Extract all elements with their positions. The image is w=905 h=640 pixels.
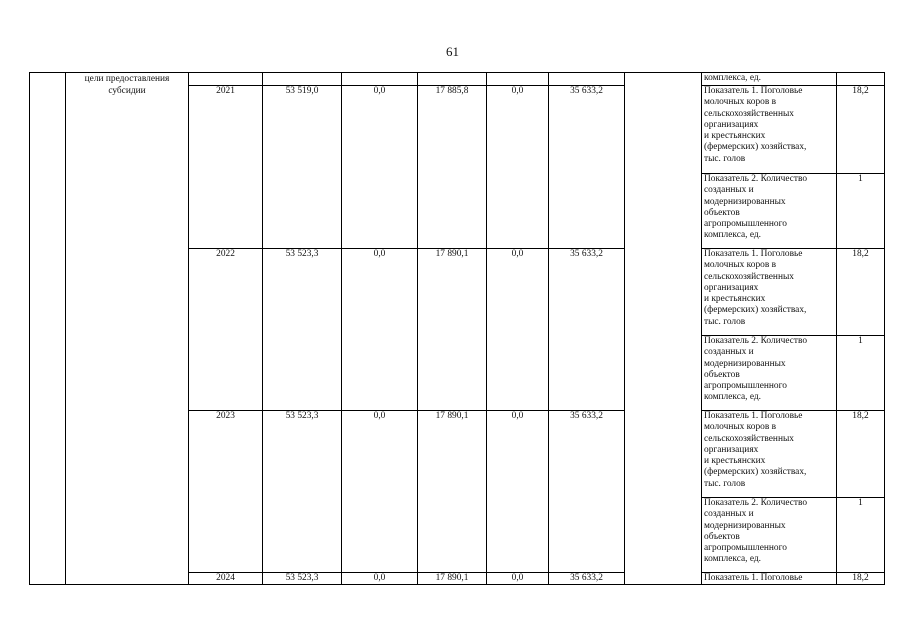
other-cell: 35 633,2 [549,86,625,249]
indicator-cell [702,498,837,573]
indicator-cell [702,411,837,498]
value-cell: 1 [837,498,885,573]
local-cell: 0,0 [487,411,549,573]
year-cell: 2024 [189,573,263,585]
indicator-line: сельскохозяйственных [704,108,794,119]
indicator-cell [702,336,837,411]
indicator-line: тыс. голов [704,478,746,489]
table-cell [189,73,263,86]
indicator-line: Показатель 1. Поголовье [704,249,803,259]
regional-cell: 17 885,8 [418,86,487,249]
table-cell [342,73,418,86]
page-number: 61 [446,44,459,59]
regional-cell: 17 890,1 [418,249,487,411]
table-cell [263,73,342,86]
year-cell: 2022 [189,249,263,411]
indicator-line: объектов [704,207,740,218]
value-cell: 1 [837,174,885,249]
indicator-line: (фермерских) хозяйствах, [704,467,807,478]
local-cell: 0,0 [487,86,549,249]
indicator-line: созданных и [704,509,754,520]
indicator-cell [702,174,837,249]
indicator-line: Показатель 2. Количество [704,336,808,346]
indicator-line: и крестьянских [704,456,766,467]
indicator-line: объектов [704,369,740,380]
value-cell: 18,2 [837,411,885,498]
indicator-line: комплекса, ед. [704,554,761,565]
local-cell: 0,0 [487,249,549,411]
indicator-line: и крестьянских [704,294,766,305]
responsible-cell [625,73,702,585]
federal-cell: 0,0 [342,86,418,249]
indicator-line: Показатель 1. Поголовье [704,411,803,421]
total-cell: 53 519,0 [263,86,342,249]
indicator-line: комплекса, ед. [704,392,761,403]
table-cell [549,73,625,86]
year-cell: 2021 [189,86,263,249]
indicator-line: комплекса, ед. [704,230,761,241]
indicator-cell [702,249,837,336]
total-cell: 53 523,3 [263,411,342,573]
indicator-line: агропромышленного [704,219,787,230]
indicator-line: сельскохозяйственных [704,271,794,282]
other-cell: 35 633,2 [549,411,625,573]
indicator-line: Показатель 2. Количество [704,498,808,508]
local-cell: 0,0 [487,573,549,585]
indicator-line: молочных коров в [704,260,777,271]
indicator-line: (фермерских) хозяйствах, [704,142,807,153]
value-cell: 18,2 [837,86,885,174]
number-cell [30,73,66,585]
indicator-line: агропромышленного [704,381,787,392]
other-cell: 35 633,2 [549,573,625,585]
subsidy-table [29,72,885,585]
regional-cell: 17 890,1 [418,573,487,585]
goal-text-line: субсидии [108,86,146,96]
indicator-line: модернизированных [704,196,786,207]
indicator-line: организациях [704,119,759,130]
federal-cell: 0,0 [342,573,418,585]
table-row [30,73,885,86]
value-cell [837,73,885,86]
indicator-line: модернизированных [704,520,786,531]
goal-cell [66,73,189,585]
federal-cell: 0,0 [342,411,418,573]
year-cell: 2023 [189,411,263,573]
indicator-line: молочных коров в [704,422,777,433]
indicator-cell [702,73,837,86]
total-cell: 53 523,3 [263,249,342,411]
table-cell [487,73,549,86]
indicator-line: созданных и [704,185,754,196]
indicator-line: модернизированных [704,358,786,369]
indicator-cell [702,86,837,174]
table-cell [418,73,487,86]
indicator-line: и крестьянских [704,131,766,142]
indicator-line: тыс. голов [704,316,746,327]
indicator-line: созданных и [704,347,754,358]
indicator-line: объектов [704,531,740,542]
other-cell: 35 633,2 [549,249,625,411]
indicator-line: Показатель 1. Поголовье [704,573,803,583]
indicator-line: тыс. голов [704,153,746,164]
indicator-line: сельскохозяйственных [704,433,794,444]
indicator-line: агропромышленного [704,543,787,554]
indicator-line: организациях [704,444,759,455]
indicator-line: (фермерских) хозяйствах, [704,305,807,316]
total-cell: 53 523,3 [263,573,342,585]
indicator-line: Показатель 2. Количество [704,174,808,184]
regional-cell: 17 890,1 [418,411,487,573]
value-cell: 18,2 [837,249,885,336]
value-cell: 1 [837,336,885,411]
value-cell: 18,2 [837,573,885,585]
goal-text-line: цели предоставления [84,74,170,84]
indicator-line: комплекса, ед. [704,73,761,83]
indicator-line: молочных коров в [704,97,777,108]
federal-cell: 0,0 [342,249,418,411]
indicator-cell [702,573,837,585]
indicator-line: организациях [704,282,759,293]
indicator-line: Показатель 1. Поголовье [704,86,803,96]
